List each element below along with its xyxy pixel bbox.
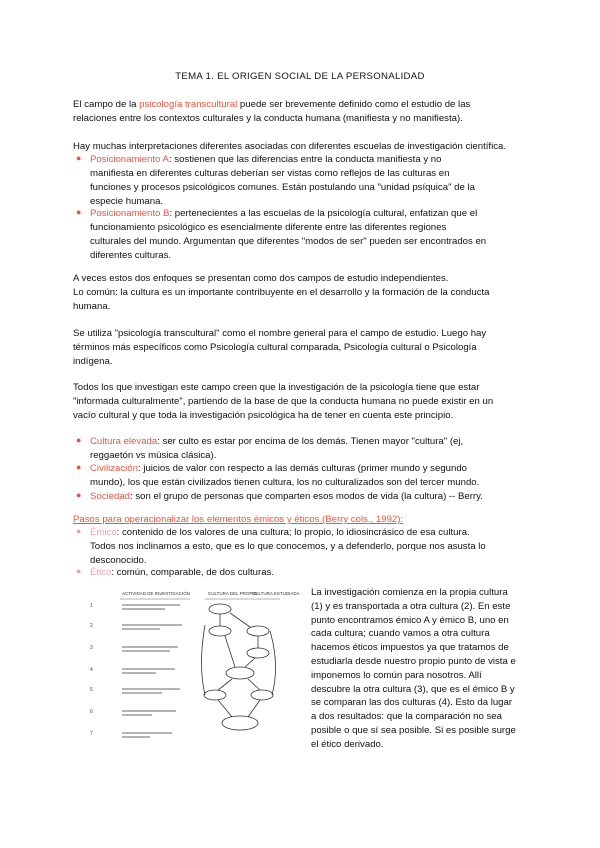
fig-step-4: 4 bbox=[90, 667, 93, 673]
fig-step-3: 3 bbox=[90, 645, 93, 651]
fig-col2-label: CULTURA DEL PROPIO bbox=[208, 591, 258, 596]
pos-a-line-1 bbox=[90, 153, 441, 167]
cultura-line-2: reggaetón vs música clásica). bbox=[90, 450, 217, 461]
interpretations-paragraph: Hay muchas interpretaciones diferentes asociadas con diferentes escuelas de investigación científica. bbox=[73, 141, 507, 152]
fig-step-1: 1 bbox=[90, 603, 93, 609]
bullet-icon: ● bbox=[76, 153, 82, 163]
bullet-icon: ● bbox=[76, 462, 82, 472]
fig-col1-label: ACTIVIDAD DE INVESTIGACIÓN bbox=[122, 591, 191, 596]
fig-step-7: 7 bbox=[90, 731, 93, 737]
intro-post: puede ser brevemente definido como el estudio de las bbox=[237, 99, 471, 110]
side-line: a dos resultados: que la comparación no sea bbox=[311, 711, 502, 723]
bullet-icon: ● bbox=[76, 435, 82, 445]
research-line-1: Todos los que investigan este campo creen que la investigación de la psicología tiene que estar bbox=[73, 382, 480, 393]
intro-line-2: relaciones entre los contextos culturales y la conducta humana (manifiesta y no manifiesta). bbox=[73, 113, 463, 124]
side-line: cada cultura; cuando vamos a otra cultura bbox=[311, 628, 490, 640]
pos-b-line-2: funcionamiento psicológico es esencialmente diferente entre las diferentes regiones bbox=[90, 222, 447, 233]
research-line-2: "informada culturalmente", partiendo de la base de que la conducta humana no puede existir en un bbox=[73, 396, 494, 407]
approaches-line-1: A veces estos dos enfoques se presentan como dos campos de estudio independientes. bbox=[73, 273, 449, 284]
emico-text: : contenido de los valores de una cultura; lo propio, lo idiosincrásico de esa cultura. bbox=[116, 527, 470, 538]
bullet-icon: ● bbox=[76, 526, 82, 536]
civ-text: : juicios de valor con respecto a las demás culturas (primer mundo y segundo bbox=[137, 463, 467, 474]
side-line: estudiarla desde nuestro propio punto de vista e bbox=[311, 655, 516, 667]
emico-line-2: Todos nos inclinamos a esto, que es lo que conocemos, y a defenderlo, porque nos asusta lo bbox=[90, 541, 486, 552]
pos-b-label: Posicionamiento B bbox=[90, 208, 170, 219]
side-line: el ético derivado. bbox=[311, 738, 384, 750]
intro-pre: El campo de la bbox=[73, 99, 140, 110]
etico-label: Ético bbox=[90, 567, 112, 578]
intro-line-1 bbox=[73, 98, 470, 112]
pos-b-line-3: culturales del mundo. Argumentan que diferentes "modos de ser" pueden ser encontrados en bbox=[90, 236, 487, 247]
fig-step-6: 6 bbox=[90, 709, 93, 715]
approaches-line-2: Lo común: la cultura es un importante contribuyente en el desarrollo y la formación de la conducta bbox=[73, 287, 490, 298]
pos-a-line-2: manifiesta en diferentes culturas deberían ser vistas como reflejos de las culturas en bbox=[90, 168, 450, 179]
terms-line-3: indígena. bbox=[73, 356, 113, 367]
cultura-text: : ser culto es estar por encima de los demás. Tienen mayor "cultura" (ej, bbox=[157, 436, 464, 447]
side-line: (1) y es transportada a otra cultura (2). En este bbox=[311, 600, 511, 612]
pos-b-line-1 bbox=[90, 207, 477, 221]
approaches-line-3: humana. bbox=[73, 301, 111, 312]
pasos-heading: Pasos para operacionalizar los elementos émicos y éticos (Berry cols., 1992): bbox=[73, 514, 404, 525]
page-title: TEMA 1. EL ORIGEN SOCIAL DE LA PERSONALIDAD bbox=[175, 71, 425, 82]
fig-step-2: 2 bbox=[90, 623, 93, 629]
side-line: punto encontramos émico A y émico B, uno en bbox=[311, 614, 509, 626]
pos-a-line-3: funciones y procesos psicológicos comunes. Están postulando una "unidad psíquica" de la bbox=[90, 182, 475, 193]
side-line: se comparan las dos culturas (4). Esto da lugar bbox=[311, 697, 513, 709]
pos-a-line-4: especie humana. bbox=[90, 196, 164, 207]
research-line-3: vacío cultural y que toda la investigación psicológica ha de tener en cuenta este principio. bbox=[73, 410, 454, 421]
civ-label: Civilización bbox=[90, 463, 138, 474]
soc-text: : son el grupo de personas que comparten esos modos de vida (la cultura) -- Berry. bbox=[130, 491, 483, 502]
bullet-icon: ● bbox=[76, 490, 82, 500]
pos-a-text: : sostienen que las diferencias entre la conducta manifiesta y no bbox=[168, 154, 442, 165]
civ-line-2: mundo), los que están civilizados tienen cultura, los no culturalizados son del tercer mundo. bbox=[90, 477, 480, 488]
pos-b-text: : pertenecientes a las escuelas de la psicología cultural, enfatizan que el bbox=[169, 208, 478, 219]
highlight-psicologia-transcultural: psicología transcultural bbox=[139, 99, 238, 110]
side-line: posible o que sí sea posible. Si es posible surge bbox=[311, 724, 516, 736]
fig-col3-label: CULTURA ESTUDIADA bbox=[252, 591, 300, 596]
pos-a-label: Posicionamiento A bbox=[90, 154, 169, 165]
cultura-line-1 bbox=[90, 435, 463, 449]
emico-line-3: desconocido. bbox=[90, 555, 147, 566]
emico-line-1 bbox=[90, 526, 470, 540]
diagram-svg bbox=[80, 585, 300, 750]
bullet-icon: ● bbox=[76, 566, 82, 576]
soc-label: Sociedad bbox=[90, 491, 131, 502]
pos-b-line-4: diferentes culturas. bbox=[90, 250, 172, 261]
side-line: hacemos éticos impuestos ya que tratamos de bbox=[311, 642, 509, 654]
terms-line-2: términos más específicos como Psicología cultural comparada, Psicología cultural o Psicología bbox=[73, 342, 477, 353]
cultura-label: Cultura elevada bbox=[90, 436, 158, 447]
emic-etic-diagram bbox=[80, 585, 300, 750]
side-line: La investigación comienza en la propia cultura bbox=[311, 587, 508, 598]
fig-step-5: 5 bbox=[90, 687, 93, 693]
etico-line-1 bbox=[90, 566, 274, 580]
diagram-explanation bbox=[311, 586, 529, 752]
civ-line-1 bbox=[90, 462, 467, 476]
side-line: imponemos lo común para nosotros. Allí bbox=[311, 669, 482, 681]
side-line: descubre la otra cultura (3), que es el émico B y bbox=[311, 683, 515, 695]
emico-label: Émico bbox=[90, 527, 117, 538]
soc-line-1 bbox=[90, 490, 483, 504]
etico-text: : común, comparable, de dos culturas. bbox=[111, 567, 274, 578]
terms-line-1: Se utiliza "psicología transcultural" como el nombre general para el campo de estudio. Luego hay bbox=[73, 328, 487, 339]
bullet-icon: ● bbox=[76, 207, 82, 217]
